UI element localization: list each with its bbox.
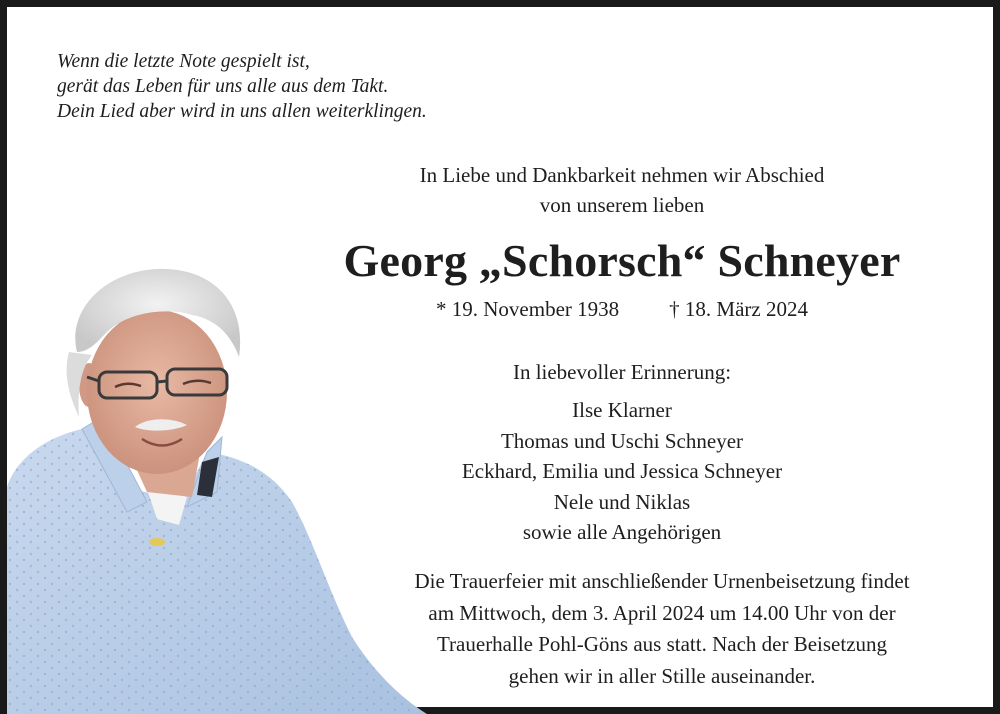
notice-line: Trauerhalle Pohl-Göns aus statt. Nach der Beisetzung xyxy=(436,632,888,656)
intro-text xyxy=(307,160,937,220)
mourner: sowie alle Angehörigen xyxy=(522,520,722,544)
death-date: † 18. März 2024 xyxy=(669,297,808,321)
memory-heading: In liebevoller Erinnerung: xyxy=(512,360,732,384)
notice-line: am Mittwoch, dem 3. April 2024 um 14.00 Uhr von der xyxy=(428,600,896,625)
poem-line: Wenn die letzte Note gespielt ist, xyxy=(57,51,310,72)
mourner: Eckhard, Emilia und Jessica Schneyer xyxy=(461,459,783,483)
mourner: Thomas und Uschi Schneyer xyxy=(500,428,744,453)
poem-line: Dein Lied aber wird in uns allen weiterklingen. xyxy=(57,101,427,122)
portrait-photo xyxy=(7,257,427,714)
poem xyxy=(57,49,427,124)
poem-line: gerät das Leben für uns alle aus dem Takt. xyxy=(57,76,389,97)
mourner: Ilse Klarner xyxy=(572,398,672,422)
intro-line: von unserem lieben xyxy=(539,193,705,217)
deceased-name: Georg „Schorsch“ Schneyer xyxy=(343,235,901,286)
notice-line: Die Trauerfeier mit anschließender Urnenbeisetzung findet xyxy=(414,569,910,593)
notice-line: gehen wir in aller Stille auseinander. xyxy=(508,663,816,688)
mourner: Nele und Niklas xyxy=(553,489,691,514)
funeral-notice xyxy=(352,566,972,692)
birth-date: * 19. November 1938 xyxy=(436,297,620,321)
intro-line: In Liebe und Dankbarkeit nehmen wir Abschied xyxy=(419,163,825,187)
